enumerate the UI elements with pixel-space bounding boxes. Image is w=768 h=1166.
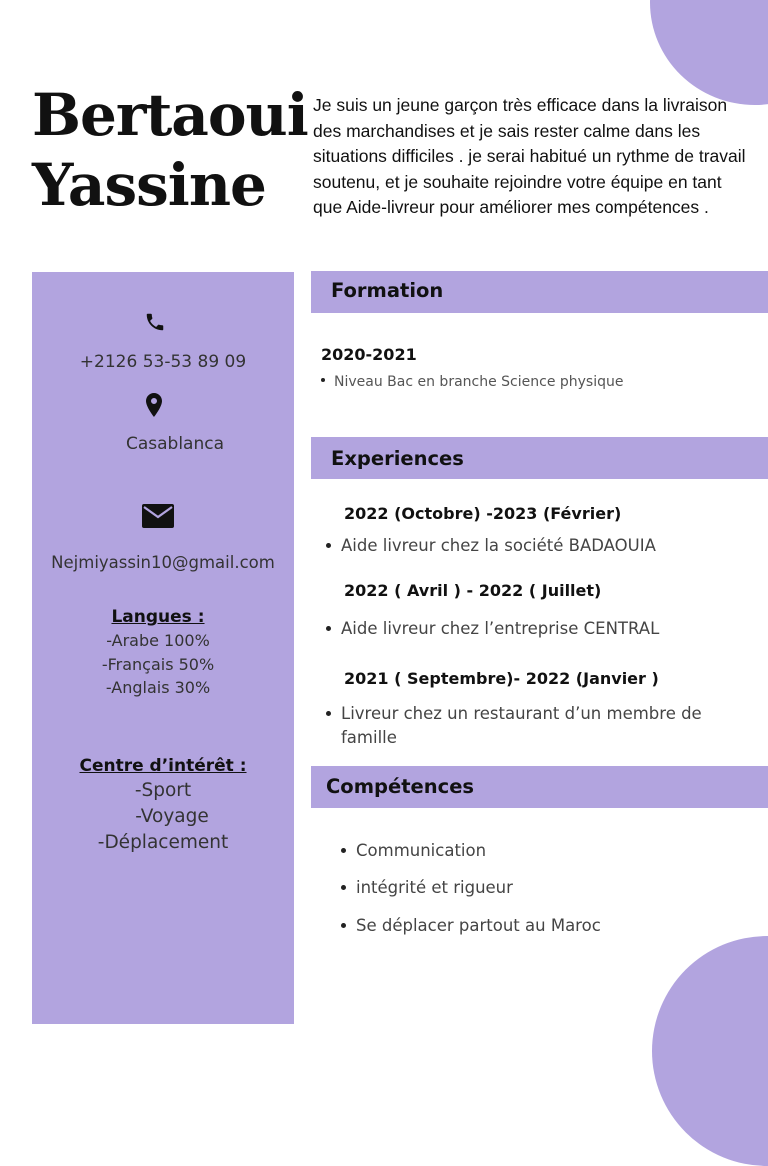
decorative-circle-top: [650, 0, 768, 105]
experience-period: 2021 ( Septembre)- 2022 (Janvier ): [344, 669, 659, 688]
phone-icon: [144, 310, 166, 334]
competences-header: [311, 766, 768, 808]
formation-period: 2020-2021: [321, 345, 417, 364]
candidate-name: [32, 80, 308, 220]
section-title: Compétences: [326, 775, 475, 798]
name-line-1: Bertaoui: [32, 81, 308, 149]
interest-item: -Déplacement: [97, 832, 229, 853]
experience-item-line: famille: [341, 728, 397, 747]
language-item: -Anglais 30%: [105, 678, 211, 697]
sidebar: [32, 272, 294, 1024]
formation-header: [311, 271, 768, 313]
location-pin-icon: [142, 392, 166, 418]
experience-item: Aide livreur chez l’entreprise CENTRAL: [341, 617, 659, 641]
experience-item: Aide livreur chez la société BADAOUIA: [341, 534, 656, 558]
envelope-icon: [142, 504, 174, 528]
section-title: Experiences: [331, 447, 464, 470]
experience-period: 2022 ( Avril ) - 2022 ( Juillet): [344, 581, 602, 600]
interests-list: [32, 778, 294, 856]
email: Nejmiyassin10@gmail.com: [51, 553, 275, 572]
languages-title: Langues :: [111, 607, 205, 627]
phone-number: +2126 53-53 89 09: [79, 352, 247, 372]
language-item: -Arabe 100%: [106, 631, 210, 650]
interest-item: -Voyage: [135, 806, 209, 827]
section-title: Formation: [331, 279, 444, 302]
competence-item: Communication: [356, 839, 486, 863]
city: Casablanca: [125, 434, 225, 454]
experience-period: 2022 (Octobre) -2023 (Février): [344, 504, 622, 523]
experiences-header: [311, 437, 768, 479]
language-item: -Français 50%: [101, 654, 215, 674]
experience-item-line: Livreur chez un restaurant d’un membre de: [341, 704, 702, 723]
languages-list: [27, 629, 289, 700]
intro-text: Je suis un jeune garçon très efficace dans la livraison des marchandises et je sais rester calme dans les situations difficiles . je serai habitué un rythme de travail soutenu, et je souhaite rejoindre votre équipe en tant que Aide-livreur pour améliorer mes compétences .: [313, 95, 746, 218]
competence-item: intégrité et rigueur: [356, 876, 513, 900]
competence-item: Se déplacer partout au Maroc: [356, 914, 601, 938]
interest-item: -Sport: [134, 780, 192, 801]
formation-item: Niveau Bac en branche Science physique: [334, 370, 623, 394]
experience-item: [341, 702, 702, 750]
interests-title: Centre d’intérêt :: [79, 756, 247, 776]
name-line-2: Yassine: [32, 151, 266, 219]
decorative-circle-bottom: [652, 936, 768, 1166]
